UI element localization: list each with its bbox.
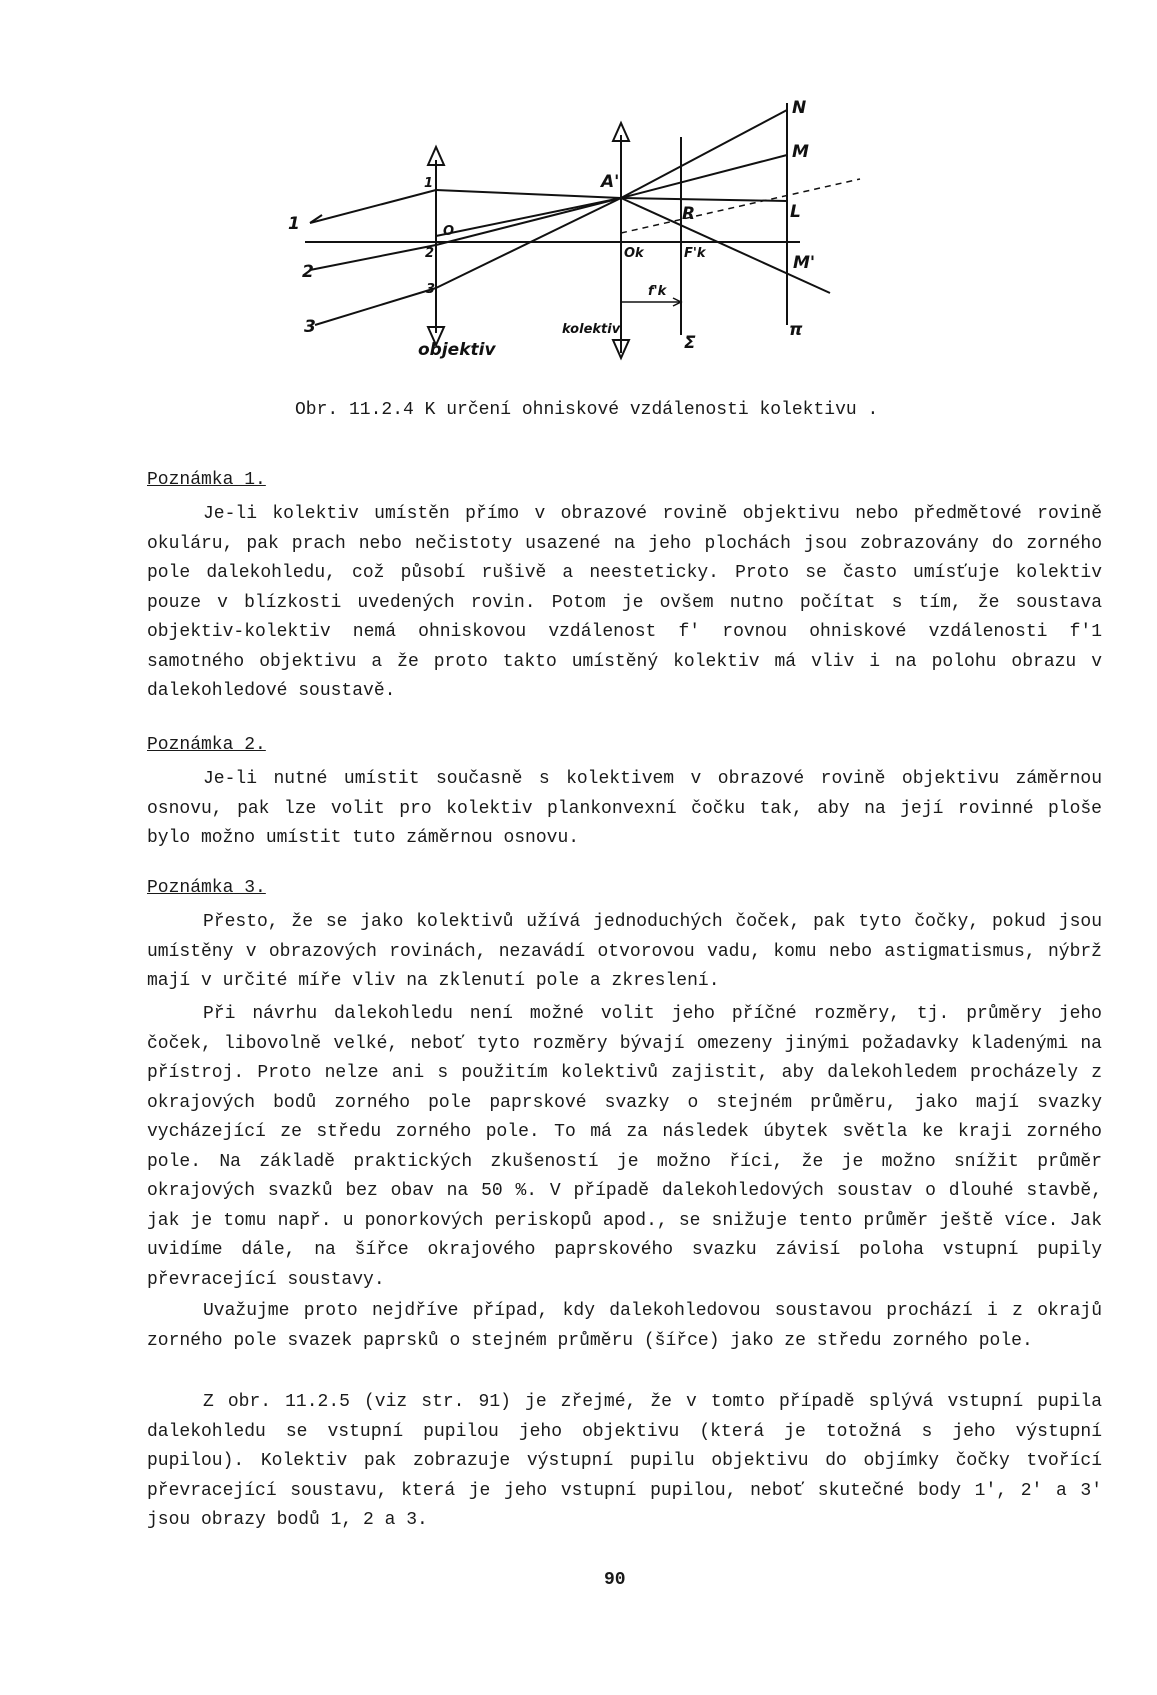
- optical-diagram-svg: [288, 95, 920, 395]
- ray-a-to-n: [621, 110, 787, 198]
- label-o: O: [443, 224, 455, 239]
- note-3-paragraph-4: [147, 1388, 1102, 1536]
- label-l: L: [790, 202, 801, 222]
- ray-o-to-a: [436, 198, 621, 236]
- ray-1-to-a: [436, 190, 621, 198]
- dashed-line-ok: [621, 179, 860, 233]
- optical-diagram: [288, 95, 920, 395]
- label-pi: π: [789, 320, 803, 340]
- note-3-text-4: Z obr. 11.2.5 (viz str. 91) je zřejmé, že v tomto případě splývá vstupní pupila dalekohledu se vstupní pupilou jeho objektivu (která je totožná s jeho výstupní pupilou). Kolektiv pak zobrazuje výstupní pupilu objektivu do objímky čočky tvořící převracející soustavu, která je jeho vstupní pupilou, neboť skutečné body 1', 2' a 3' jsou obrazy bodů 1, 2 a 3.: [147, 1392, 1102, 1530]
- label-obj-point-3: 3: [426, 282, 436, 297]
- label-obj-point-1: 1: [424, 176, 434, 191]
- figure-caption: Obr. 11.2.4 K určení ohniskové vzdálenosti kolektivu .: [295, 400, 879, 420]
- note-3-paragraph-2: [147, 1000, 1102, 1295]
- note-1-title: Poznámka 1.: [147, 470, 266, 490]
- note-3-text-3: Uvažujme proto nejdříve případ, kdy dalekohledovou soustavou prochází i z okrajů zorného pole svazek paprsků o stejném průměru (šířce) jako ze středu zorného pole.: [147, 1301, 1102, 1351]
- label-r: R: [682, 204, 696, 224]
- label-fk-distance: f'k: [648, 284, 667, 299]
- note-2-paragraph: [147, 765, 1102, 854]
- label-m-prime: M': [793, 253, 816, 273]
- note-3-paragraph-1: [147, 908, 1102, 997]
- label-ok: Ok: [624, 246, 644, 261]
- label-fk: F'k: [684, 246, 706, 261]
- label-a-prime: A': [601, 172, 620, 192]
- label-ray-1: 1: [288, 214, 300, 234]
- label-n: N: [792, 98, 807, 118]
- label-objektiv: objektiv: [418, 340, 496, 360]
- ray-3-incoming: [315, 288, 436, 325]
- page-number: 90: [604, 1570, 626, 1590]
- note-3-text-1: Přesto, že se jako kolektivů užívá jednoduchých čoček, pak tyto čočky, pokud jsou umístěny v obrazových rovinách, nezavádí otvorovou vadu, komu nebo astigmatismus, nýbrž mají v určité míře vliv na zklenutí pole a zkreslení.: [147, 912, 1102, 991]
- label-obj-point-2: 2: [425, 246, 435, 261]
- ray-2-incoming: [310, 245, 436, 270]
- label-ray-2: 2: [302, 262, 314, 282]
- ray-a-to-m: [621, 155, 787, 198]
- label-m: M: [792, 142, 809, 162]
- note-2-title: Poznámka 2.: [147, 735, 266, 755]
- note-1-paragraph: [147, 500, 1102, 707]
- ray-1-incoming: [310, 190, 436, 223]
- label-sigma: Σ: [684, 333, 696, 353]
- label-ray-3: 3: [304, 317, 316, 337]
- note-3-title: Poznámka 3.: [147, 878, 266, 898]
- ray-2-to-a: [436, 198, 621, 245]
- note-3-text-2: Při návrhu dalekohledu není možné volit jeho příčné rozměry, tj. průměry jeho čoček, libovolně velké, neboť tyto rozměry bývají omezeny jinými požadavky kladenými na přístroj. Proto nelze ani s použitím kolektivů zajistit, aby dalekohledem procházely z okrajových bodů zorného pole paprskové svazky o stejném průměru, jako mají svazky vycházející ze středu zorného pole. To má za následek úbytek světla ke kraji zorného pole. Na základě praktických zkušeností je možno říci, že je možno snížit průměr okrajových svazků bez obav na 50 %. V případě dalekohledových soustav o dlouhé stavbě, jak je tomu např. u ponorkových periskopů apod., se snižuje tento průměr ještě více. Jak uvidíme dále, na šířce okrajového paprskového svazku závisí poloha vstupní pupily převracející soustavy.: [147, 1004, 1102, 1290]
- note-3-paragraph-3: [147, 1297, 1102, 1356]
- note-2-text: Je-li nutné umístit současně s kolektivem v obrazové rovině objektivu záměrnou osnovu, pak lze volit pro kolektiv plankonvexní čočku tak, aby na její rovinné ploše bylo možno umístit tuto záměrnou osnovu.: [147, 769, 1102, 848]
- label-kolektiv: kolektiv: [562, 322, 621, 337]
- note-1-text: Je-li kolektiv umístěn přímo v obrazové rovině objektivu nebo předmětové rovině okuláru, pak prach nebo nečistoty usazené na jeho plochách jsou zobrazovány do zorného pole dalekohledu, což působí rušivě a neesteticky. Proto se často umísťuje kolektiv pouze v blízkosti uvedených rovin. Potom je ovšem nutno počítat s tím, že soustava objektiv-kolektiv nemá ohniskovou vzdálenost f' rovnou ohniskové vzdálenosti f'1 samotného objektivu a že proto takto umístěný kolektiv má vliv i na polohu obrazu v dalekohledové soustavě.: [147, 504, 1102, 701]
